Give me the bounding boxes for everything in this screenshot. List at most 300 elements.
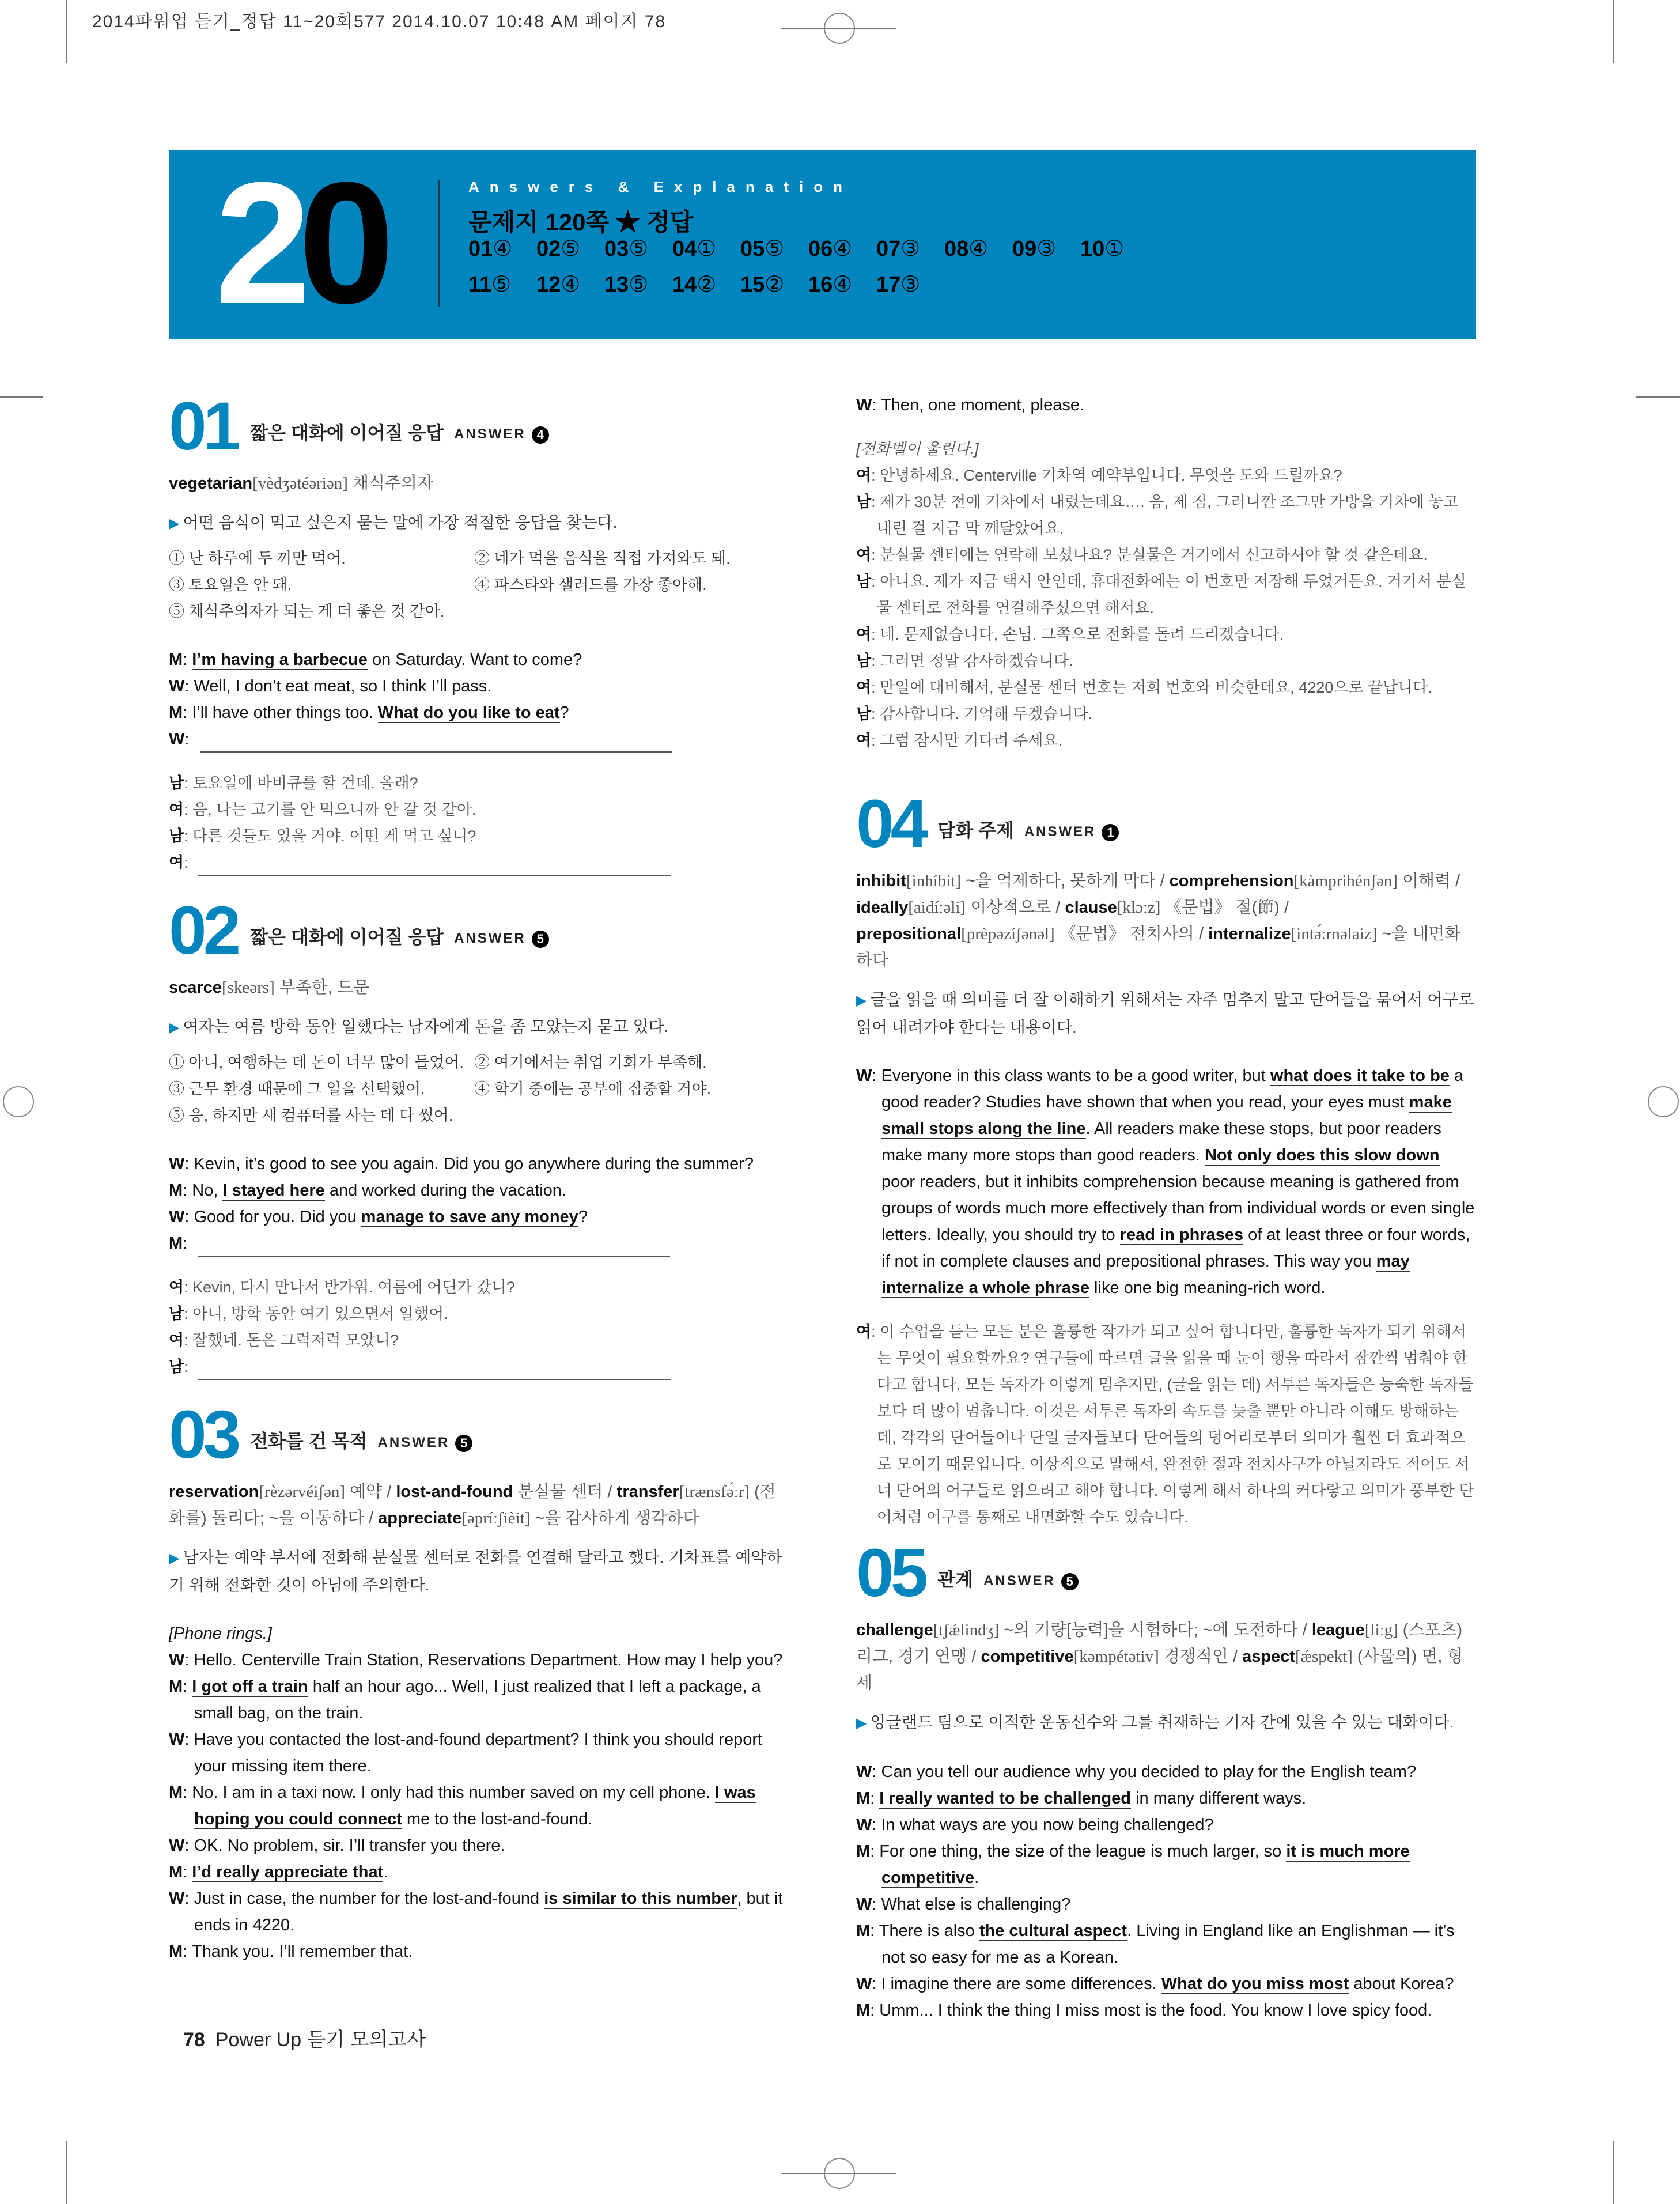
dialogue-text: poor readers, but it inhibits comprehension because meaning is gathered from groups of words much more effectively than from individual words or even single letters. Ideally, you should try to xyxy=(881,1173,1475,1244)
key-phrase: manage to save any money xyxy=(361,1208,578,1226)
question-number: 17 xyxy=(876,273,901,297)
question-type: 담화 주제 xyxy=(937,820,1014,841)
translation-text: 아니, 방학 동안 여기 있으면서 일했어. xyxy=(192,1305,448,1322)
speaker-label: 여 xyxy=(169,801,184,818)
vocab-word: reservation xyxy=(169,1483,259,1501)
crop-mark xyxy=(1613,2141,1614,2204)
dialogue-text: Well, I don’t eat meat, so I think I’ll pass. xyxy=(194,677,492,695)
print-meta-header: 2014파워업 듣기_정답 11~20회577 2014.10.07 10:48 AM 페이지 78 xyxy=(92,12,667,31)
question-number: 02 xyxy=(536,237,561,261)
stage-direction: [Phone rings.] xyxy=(169,1624,272,1643)
answer-key-item xyxy=(672,236,740,262)
speaker-label: 여 xyxy=(169,854,184,871)
vocab-word: aspect xyxy=(1242,1647,1295,1666)
dialogue xyxy=(169,1151,787,1257)
answer-label: ANSWER xyxy=(1024,824,1096,840)
key-phrase: make small stops along the line xyxy=(881,1093,1452,1138)
crop-mark xyxy=(1613,0,1614,63)
key-phrase: What do you miss most xyxy=(1161,1975,1349,1993)
key-phrase: What do you like to eat xyxy=(377,704,560,722)
korean-translation xyxy=(169,1274,787,1380)
vocab-meaning: 분실물 센터 xyxy=(517,1483,603,1501)
translation-line: 남: 다른 것들도 있을 거야. 어떤 게 먹고 싶니? xyxy=(169,827,476,845)
question-number: 08 xyxy=(944,237,969,261)
pronunciation: [inhíbit] xyxy=(906,872,962,890)
pronunciation: [ǽspekt] xyxy=(1295,1647,1353,1666)
dialogue-text: Everyone in this class wants to be a good writer, but xyxy=(881,1067,1270,1085)
question-number: 12 xyxy=(536,273,561,297)
answer-option: ④ 파스타와 샐러드를 가장 좋아해. xyxy=(474,576,707,593)
triangle-icon: ▶ xyxy=(169,1551,180,1566)
translation-text: 토요일에 바비큐를 할 건데. 올래? xyxy=(192,774,418,792)
answer-blank xyxy=(198,1362,671,1380)
translation-text: 제가 30분 전에 기차에서 내렸는데요…. 음, 제 짐, 그러니깐 조그만 가방을 기차에 놓고 내린 걸 지금 막 깨달았어요. xyxy=(877,493,1459,537)
explanation xyxy=(169,1014,787,1041)
answer-mark: ① xyxy=(697,237,717,261)
question-number: 04 xyxy=(856,786,925,862)
vocab-meaning: 《문법》 전치사의 xyxy=(1059,925,1194,943)
dialogue-line: W: Good for you. Did you manage to save any money? xyxy=(169,1208,588,1226)
question-number: 13 xyxy=(604,273,629,297)
dialogue-line: W: Well, I don’t eat meat, so I think I’ll pass. xyxy=(169,677,492,695)
speaker-label: W xyxy=(169,1836,185,1855)
speaker-label: W xyxy=(856,1763,872,1781)
answer-label: ANSWER xyxy=(377,1435,450,1450)
answer-circle: 5 xyxy=(532,931,549,948)
answer-blank xyxy=(200,734,672,753)
question-number: 01 xyxy=(169,388,238,464)
question-number: 10 xyxy=(1080,237,1105,261)
korean-translation xyxy=(856,436,1476,754)
speaker-label: W xyxy=(856,1895,872,1914)
vocab-word: scarce xyxy=(169,978,222,997)
dialogue-text: I imagine there are some differences. xyxy=(881,1975,1161,1993)
book-title: Power Up 듣기 모의고사 xyxy=(215,2029,426,2051)
answer-key-item xyxy=(740,236,808,262)
answer-mark: ⑤ xyxy=(561,237,581,261)
vocab-meaning: (사물의) 면, 형세 xyxy=(856,1647,1463,1692)
dialogue-text: ? xyxy=(559,704,569,722)
pronunciation: [rèzərvéiʃən] xyxy=(259,1483,346,1501)
dialogue xyxy=(169,1620,787,1965)
question-number: 03 xyxy=(604,237,629,261)
answer-key-item xyxy=(876,271,944,297)
answer-key-item xyxy=(604,271,672,297)
answer-label: ANSWER xyxy=(983,1573,1055,1589)
crop-mark xyxy=(781,28,896,29)
question-number: 04 xyxy=(672,237,697,261)
dialogue-text: on Saturday. Want to come? xyxy=(367,651,582,669)
crop-mark xyxy=(1636,396,1680,398)
answer-label: ANSWER xyxy=(454,931,526,946)
translation-line: 여: 이 수업을 듣는 모든 분은 훌륭한 작가가 되고 싶어 합니다만, 훌륭한 독자가 되기 위해서는 무엇이 필요할까요? 연구들에 따르면 글을 읽을 때 눈이 행을 따라서 잠깐씩 멈춰야 한다고 합니다. 모든 독자가 이렇게 멈추지만, (글을 읽는 데) 서투른 독자들은 능숙한 독자들보다 더 많이 멈춥니다. 이것은 서투른 독자의 속도를 늦출 뿐만 아니라 이해도 방해하는데, 각각의 단어들이나 단일 글자들보다 단어들의 덩어리로부터 의미가 훨씬 더 효과적으로 모이기 때문입니다. 이상적으로 말해서, 완전한 절과 전치사구가 아닐지라도 적어도 서너 단어의 어구들로 읽으려고 해야 합니다. 이렇게 해서 하나의 커다랗고 의미가 풍부한 단어처럼 어구를 통째로 내면화할 수도 있습니다. xyxy=(856,1323,1474,1526)
speaker-label: 여 xyxy=(169,1332,184,1349)
explanation xyxy=(169,1544,787,1598)
key-phrase: I’d really appreciate that xyxy=(192,1863,384,1881)
dialogue-text: Can you tell our audience why you decided to play for the English team? xyxy=(881,1763,1417,1781)
star-icon: ★ xyxy=(615,209,640,236)
crop-mark xyxy=(781,2173,896,2174)
answer-option: ① 아니, 여행하는 데 돈이 너무 많이 들었어. xyxy=(169,1054,464,1071)
triangle-icon: ▶ xyxy=(856,993,867,1008)
crop-mark xyxy=(66,2141,67,2204)
question-number: 07 xyxy=(876,237,901,261)
vocab-meaning: 경쟁적인 xyxy=(1163,1647,1228,1666)
dialogue-line: W: Have you contacted the lost-and-found department? I think you should report your missing item there. xyxy=(169,1730,763,1775)
question-number: 05 xyxy=(740,237,765,261)
speaker-label: 남 xyxy=(856,652,872,670)
answer-label: ANSWER xyxy=(454,426,526,442)
dialogue-text: ? xyxy=(578,1208,588,1226)
question-number: 06 xyxy=(808,237,833,261)
vocab-meaning: ~을 내면화하다 xyxy=(856,925,1461,970)
key-phrase: Not only does this slow down xyxy=(1204,1146,1440,1165)
question-number: 02 xyxy=(169,893,238,969)
pronunciation: [kəmpétətiv] xyxy=(1073,1647,1159,1666)
dialogue-line: M: Thank you. I’ll remember that. xyxy=(169,1942,413,1961)
speaker-label: M xyxy=(169,704,183,722)
answer-option: ③ 토요일은 안 돼. xyxy=(169,576,292,593)
key-phrase: I was hoping you could connect xyxy=(194,1783,756,1828)
translation-text: 그럼 잠시만 기다려 주세요. xyxy=(880,732,1063,749)
dialogue-line: W: OK. No problem, sir. I’ll transfer you there. xyxy=(169,1836,505,1855)
question-number: 16 xyxy=(808,273,833,297)
speaker-label: M xyxy=(169,1783,183,1802)
answer-option: ② 여기에서는 취업 기회가 부족해. xyxy=(474,1054,707,1071)
translation-text: 감사합니다. 기억해 두겠습니다. xyxy=(880,705,1093,723)
dialogue-line: M: I’m having a barbecue on Saturday. Want to come? xyxy=(169,651,582,669)
dialogue-text: Have you contacted the lost-and-found department? I think you should report your missing item there. xyxy=(194,1730,763,1775)
answer-key-item xyxy=(468,236,536,262)
speaker-label: W xyxy=(169,1208,185,1226)
question-number: 15 xyxy=(740,273,765,297)
answer-option: ③ 근무 환경 때문에 그 일을 선택했어. xyxy=(169,1080,425,1098)
section-02 xyxy=(169,893,787,1380)
explanation xyxy=(856,1709,1476,1737)
dialogue xyxy=(856,1759,1476,2024)
speaker-label: 여 xyxy=(856,626,872,643)
dialogue-line: M: I’d really appreciate that. xyxy=(169,1863,388,1881)
dialogue-line: M: No. I am in a taxi now. I only had this number saved on my cell phone. I was hoping you could connect me to the lost-and-found. xyxy=(169,1783,756,1828)
dialogue-line: W: What else is challenging? xyxy=(856,1895,1071,1914)
vocab-meaning: (전화를) 돌리다; ~을 이동하다 xyxy=(169,1483,776,1528)
dialogue-line: W: I imagine there are some differences. What do you miss most about Korea? xyxy=(856,1975,1454,1993)
dialogue xyxy=(856,392,1476,418)
speaker-label: M xyxy=(856,2001,871,2020)
speaker-label: M xyxy=(169,1677,183,1696)
speaker-label: 여 xyxy=(856,467,872,484)
speaker-label: W xyxy=(856,1975,872,1993)
translation-line: 여: Kevin, 다시 만나서 반가워. 여름에 어딘가 갔니? xyxy=(169,1279,515,1296)
speaker-label: M xyxy=(856,1922,871,1940)
speaker-label: M xyxy=(169,651,183,669)
dialogue-line: M: I really wanted to be challenged in many different ways. xyxy=(856,1789,1307,1808)
dialogue-text: For one thing, the size of the league is much larger, so xyxy=(879,1842,1287,1861)
pronunciation: [tʃǽlindʒ] xyxy=(933,1621,1000,1639)
question-number: 14 xyxy=(672,273,697,297)
translation-text: 음, 나는 고기를 안 먹으니까 안 갈 것 같아. xyxy=(192,801,476,818)
speaker-label: W xyxy=(169,677,185,695)
answer-options xyxy=(169,545,787,625)
dialogue-text: a good reader? Studies have shown that when you read, your eyes must xyxy=(881,1067,1464,1112)
section-heading xyxy=(169,1397,787,1473)
answer-circle: 4 xyxy=(532,426,549,444)
dialogue-text: Thank you. I’ll remember that. xyxy=(191,1942,413,1961)
korean-translation xyxy=(169,770,787,876)
translation-line xyxy=(856,436,1476,462)
answer-key-item xyxy=(672,271,740,297)
answer-key-item xyxy=(536,271,604,297)
speaker-label: W xyxy=(169,1651,185,1669)
explanation-text: 어떤 음식이 먹고 싶은지 묻는 말에 가장 적절한 응답을 찾는다. xyxy=(183,513,618,531)
crop-mark xyxy=(0,396,43,398)
vocab-word: transfer xyxy=(616,1483,679,1501)
answer-circle: 5 xyxy=(1061,1573,1079,1590)
pronunciation: [əpríːʃièit] xyxy=(461,1509,531,1528)
dialogue-text: . xyxy=(383,1863,388,1881)
speaker-label: 남 xyxy=(856,493,872,511)
speaker-label: 여 xyxy=(856,546,872,564)
answer-mark: ⑤ xyxy=(491,273,512,297)
pronunciation: [klɔːz] xyxy=(1117,898,1161,917)
vocabulary: reservation[rèzərvéiʃən] 예약 / lost-and-found 분실물 센터 / transfer[trænsfə́ːr] (전화를) 돌리다; ~을 이동하다 / appreciate[əpríːʃièit] ~을 감사하게 생각하다 xyxy=(169,1483,776,1528)
answer-mark: ④ xyxy=(493,237,513,261)
dialogue xyxy=(856,1063,1476,1301)
vocab-word: ideally xyxy=(856,898,909,917)
dialogue-text: I’ll have other things too. xyxy=(192,704,378,722)
page-number: 78 xyxy=(183,2029,205,2051)
question-type: 관계 xyxy=(937,1569,974,1590)
answer-key-item xyxy=(604,236,672,262)
dialogue-line: M: No, I stayed here and worked during the vacation. xyxy=(169,1181,566,1200)
dialogue-line: W: Just in case, the number for the lost-and-found is similar to this number, but it ends in 4220. xyxy=(169,1889,783,1934)
dialogue-text: Just in case, the number for the lost-and-found xyxy=(194,1889,544,1908)
dialogue-line xyxy=(169,1620,787,1647)
translation-line: 남: 그러면 정말 감사하겠습니다. xyxy=(856,652,1073,670)
dialogue-line: W: xyxy=(169,726,787,753)
answer-mark: ④ xyxy=(561,273,581,297)
answer-mark: ⑤ xyxy=(765,237,785,261)
speaker-label: W xyxy=(856,1067,872,1085)
triangle-icon: ▶ xyxy=(169,1020,180,1035)
answer-mark: ② xyxy=(697,273,717,297)
vocab-meaning: 이상적으로 xyxy=(970,898,1051,917)
key-phrase: read in phrases xyxy=(1119,1226,1244,1244)
divider xyxy=(438,180,440,307)
question-type: 짧은 대화에 이어질 응답 xyxy=(250,422,444,443)
explanation-text: 글을 읽을 때 의미를 더 잘 이해하기 위해서는 자주 멈추지 말고 단어들을 묶어서 어구로 읽어 내려가야 한다는 내용이다. xyxy=(856,991,1474,1036)
translation-line: 여: xyxy=(169,849,787,876)
answer-mark: ③ xyxy=(900,273,921,297)
vocab-meaning: ~의 기량[능력]을 시험하다; ~에 도전하다 xyxy=(1004,1621,1298,1639)
pronunciation: [vèdʒətéəriən] xyxy=(252,474,348,493)
pronunciation: [skeərs] xyxy=(221,978,275,997)
speaker-label: W xyxy=(169,1155,185,1173)
chapter-digit: 0 xyxy=(298,146,382,339)
speaker-label: 남 xyxy=(169,827,184,845)
answer-options xyxy=(169,1049,787,1129)
speaker-label: W xyxy=(856,396,872,414)
answer-key-row xyxy=(468,236,1148,262)
answer-key-item xyxy=(536,236,604,262)
answer-key-item xyxy=(740,271,808,297)
answer-key-item xyxy=(1080,236,1148,262)
dialogue-text: What else is challenging? xyxy=(881,1895,1071,1914)
dialogue-text: No. I am in a taxi now. I only had this number saved on my cell phone. xyxy=(192,1783,715,1802)
speaker-label: M xyxy=(856,1789,871,1808)
pronunciation: [intə́ːrnəlaiz] xyxy=(1291,925,1378,943)
speaker-label: 여 xyxy=(856,1323,872,1340)
translation-line: 여: 만일에 대비해서, 분실물 센터 번호는 저희 번호와 비슷한데요, 4220으로 끝납니다. xyxy=(856,679,1432,696)
key-phrase: I’m having a barbecue xyxy=(192,651,368,669)
explanation-text: 남자는 예약 부서에 전화해 분실물 센터로 전화를 연결해 달라고 했다. 기차표를 예약하기 위해 전화한 것이 아님에 주의한다. xyxy=(169,1548,782,1594)
answer-mark: ⑤ xyxy=(629,237,649,261)
answer-option: ④ 학기 중에는 공부에 집중할 거야. xyxy=(474,1080,712,1098)
dialogue-text: Kevin, it’s good to see you again. Did you go anywhere during the summer? xyxy=(194,1155,754,1173)
explanation-text: 잉글랜드 팀으로 이적한 운동선수와 그를 취재하는 기자 간에 있을 수 있는 대화이다. xyxy=(870,1713,1454,1731)
vocab-word: league xyxy=(1311,1621,1365,1639)
speaker-label: 남 xyxy=(169,1305,184,1322)
answer-mark: ① xyxy=(1104,237,1125,261)
vocab-meaning: 이해력 xyxy=(1402,872,1451,890)
dialogue-line: W: Kevin, it’s good to see you again. Did you go anywhere during the summer? xyxy=(169,1155,754,1173)
triangle-icon: ▶ xyxy=(169,516,180,531)
answer-key-item xyxy=(808,236,876,262)
vocab-meaning: (스포츠) 리그, 경기 연맹 xyxy=(856,1621,1463,1666)
dialogue-text: . Living in England like an Englishman — it’s not so easy for me as a Korean. xyxy=(881,1922,1455,1967)
vocab-word: comprehension xyxy=(1169,872,1294,890)
registration-mark xyxy=(3,1086,34,1117)
speaker-label: W xyxy=(169,1889,185,1908)
vocabulary xyxy=(169,974,787,1001)
vocab-word: vegetarian xyxy=(169,474,253,493)
answer-key-item xyxy=(1012,236,1080,262)
page-footer xyxy=(183,2024,426,2052)
dialogue-text: . All readers make these stops, but poor readers make many more stops than good readers. xyxy=(881,1120,1441,1165)
section-05 xyxy=(856,1535,1476,2024)
vocab-word: clause xyxy=(1065,898,1117,917)
dialogue-text: Umm... I think the thing I miss most is the food. You know I love spicy food. xyxy=(879,2001,1432,2020)
answer-mark: ④ xyxy=(833,237,853,261)
dialogue-line: M: xyxy=(169,1230,787,1257)
section-03-continued xyxy=(856,392,1476,754)
key-phrase: I got off a train xyxy=(192,1677,308,1696)
vocab-word: appreciate xyxy=(378,1509,462,1528)
dialogue-text: Then, one moment, please. xyxy=(880,396,1085,414)
speaker-label: W xyxy=(856,1816,872,1834)
vocab-meaning: 예약 xyxy=(350,1483,383,1501)
crop-mark xyxy=(66,0,67,63)
dialogue xyxy=(169,647,787,753)
dialogue-text: Hello. Centerville Train Station, Reservations Department. How may I help you? xyxy=(194,1651,783,1669)
explanation xyxy=(856,986,1476,1041)
chapter-digit: 2 xyxy=(215,146,298,339)
translation-text: 만일에 대비해서, 분실물 센터 번호는 저희 번호와 비슷한데요, 4220으로 끝납니다. xyxy=(880,679,1432,696)
section-03 xyxy=(169,1397,787,1965)
answer-label: 정답 xyxy=(646,209,694,236)
translation-text: 네. 문제없습니다, 손님. 그쪽으로 전화를 돌려 드리겠습니다. xyxy=(880,626,1284,643)
translation-text: 이 수업을 듣는 모든 분은 훌륭한 작가가 되고 싶어 합니다만, 훌륭한 독자가 되기 위해서는 무엇이 필요할까요? 연구들에 따르면 글을 읽을 때 눈이 행을 따라서 잠깐씩 멈춰야 한다고 합니다. 모든 독자가 이렇게 멈추지만, (글을 읽는 데) 서투른 독자들은 능숙한 독자들보다 더 많이 멈춥니다. 이것은 서투른 독자의 속도를 늦출 뿐만 아니라 이해도 방해하는데, 각각의 단어들이나 단일 글자들보다 단어들의 덩어리로부터 의미가 훨씬 더 효과적으로 모이기 때문입니다. 이상적으로 말해서, 완전한 절과 전치사구가 아닐지라도 적어도 서너 단어의 어구들로 읽으려고 해야 합니다. 이렇게 해서 하나의 커다랗고 의미가 풍부한 단어처럼 어구를 통째로 내면화할 수도 있습니다. xyxy=(877,1323,1474,1526)
dialogue-text: me to the lost-and-found. xyxy=(402,1810,593,1828)
vocabulary: inhibit[inhíbit] ~을 억제하다, 못하게 막다 / comprehension[kàmprihénʃən] 이해력 / ideally[aidíːəli] 이상적으로 / clause[klɔːz] 《문법》 절(節) / prepositional[prèpəzíʃənəl] 《문법》 전치사의 / internalize[intə́ːrnəlaiz] ~을 내면화하다 xyxy=(856,872,1461,970)
question-number: 09 xyxy=(1012,237,1037,261)
question-number: 03 xyxy=(169,1397,238,1473)
dialogue-text: of at least three or four words, if not in complete clauses and prepositional phrases. This way you xyxy=(881,1226,1470,1271)
dialogue-line: W: Can you tell our audience why you decided to play for the English team? xyxy=(856,1763,1417,1781)
key-phrase: is similar to this number xyxy=(544,1889,737,1908)
translation-line: 여: 그럼 잠시만 기다려 주세요. xyxy=(856,732,1063,749)
answer-key-item xyxy=(944,236,1012,262)
speaker-label: 남 xyxy=(856,573,872,590)
dialogue-text: In what ways are you now being challenged? xyxy=(881,1816,1214,1834)
vocab-meaning: 부족한, 드문 xyxy=(279,978,369,997)
answer-option: ⑤ 채식주의자가 되는 게 더 좋은 것 같아. xyxy=(169,603,445,620)
dialogue-text: and worked during the vacation. xyxy=(324,1181,566,1200)
vocab-word: internalize xyxy=(1208,925,1291,943)
speaker-label: W xyxy=(169,730,185,748)
answer-mark: ④ xyxy=(968,237,989,261)
answer-mark: ③ xyxy=(900,237,921,261)
vocab-word: prepositional xyxy=(856,925,962,943)
answer-option: ② 네가 먹을 음식을 직접 가져와도 돼. xyxy=(474,550,731,567)
section-04 xyxy=(856,786,1476,1530)
dialogue-text: like one big meaning-rich word. xyxy=(1089,1279,1326,1297)
banner-subtitle: Answers & Explanation xyxy=(468,178,853,195)
dialogue-text: , but it ends in 4220. xyxy=(194,1889,783,1934)
key-phrase: I really wanted to be challenged xyxy=(879,1789,1132,1808)
korean-translation xyxy=(856,1318,1476,1530)
registration-mark xyxy=(1648,1086,1679,1117)
translation-line: 남: 감사합니다. 기억해 두겠습니다. xyxy=(856,705,1093,723)
translation-text: 잘했네. 돈은 그럭저럭 모았니? xyxy=(192,1332,399,1349)
answer-blank xyxy=(198,1238,670,1257)
translation-line: 남: 제가 30분 전에 기차에서 내렸는데요…. 음, 제 짐, 그러니깐 조그만 가방을 기차에 놓고 내린 걸 지금 막 깨달았어요. xyxy=(856,493,1459,537)
explanation xyxy=(169,509,787,537)
key-phrase: it is much more competitive xyxy=(881,1842,1410,1887)
vocabulary xyxy=(169,470,787,497)
dialogue-text: half an hour ago... Well, I just realized that I left a package, a small bag, on the train. xyxy=(194,1677,761,1722)
vocab-meaning: ~을 억제하다, 못하게 막다 xyxy=(966,872,1156,890)
page-ref: 문제지 120쪽 xyxy=(468,209,610,236)
key-phrase: the cultural aspect xyxy=(979,1922,1127,1940)
vocab-word: lost-and-found xyxy=(396,1483,513,1501)
pronunciation: [aidíːəli] xyxy=(908,898,966,917)
answer-key-item xyxy=(808,271,876,297)
vocab-meaning: ~을 감사하게 생각하다 xyxy=(535,1509,699,1528)
stage-direction: [전화벨이 울린다.] xyxy=(856,440,979,458)
chapter-number xyxy=(215,146,382,339)
pronunciation: [trænsfə́ːr] xyxy=(679,1483,750,1501)
vocab-meaning: 《문법》 절(節) xyxy=(1165,898,1280,917)
translation-line: 여: 분실물 센터에는 연락해 보셨나요? 분실물은 거기에서 신고하셔야 할 것 같은데요. xyxy=(856,546,1428,564)
dialogue-line: W: In what ways are you now being challenged? xyxy=(856,1816,1214,1834)
dialogue-line: M: Umm... I think the thing I miss most is the food. You know I love spicy food. xyxy=(856,2001,1432,2020)
section-heading xyxy=(856,1535,1476,1611)
question-type: 짧은 대화에 이어질 응답 xyxy=(250,927,444,947)
question-number: 01 xyxy=(468,237,493,261)
translation-line: 남: 아니, 방학 동안 여기 있으면서 일했어. xyxy=(169,1305,448,1322)
speaker-label: 여 xyxy=(856,679,872,696)
translation-text: 분실물 센터에는 연락해 보셨나요? 분실물은 거기에서 신고하셔야 할 것 같은데요. xyxy=(880,546,1428,564)
key-phrase: I stayed here xyxy=(222,1181,325,1200)
speaker-label: W xyxy=(169,1730,185,1749)
vocab-word: inhibit xyxy=(856,872,906,890)
dialogue-line: W: Hello. Centerville Train Station, Reservations Department. How may I help you? xyxy=(169,1651,783,1669)
answer-option: ⑤ 응, 하지만 새 컴퓨터를 사는 데 다 썼어. xyxy=(169,1107,453,1124)
question-number: 11 xyxy=(468,273,492,297)
dialogue-text: OK. No problem, sir. I’ll transfer you there. xyxy=(194,1836,505,1855)
speaker-label: M xyxy=(169,1863,183,1881)
